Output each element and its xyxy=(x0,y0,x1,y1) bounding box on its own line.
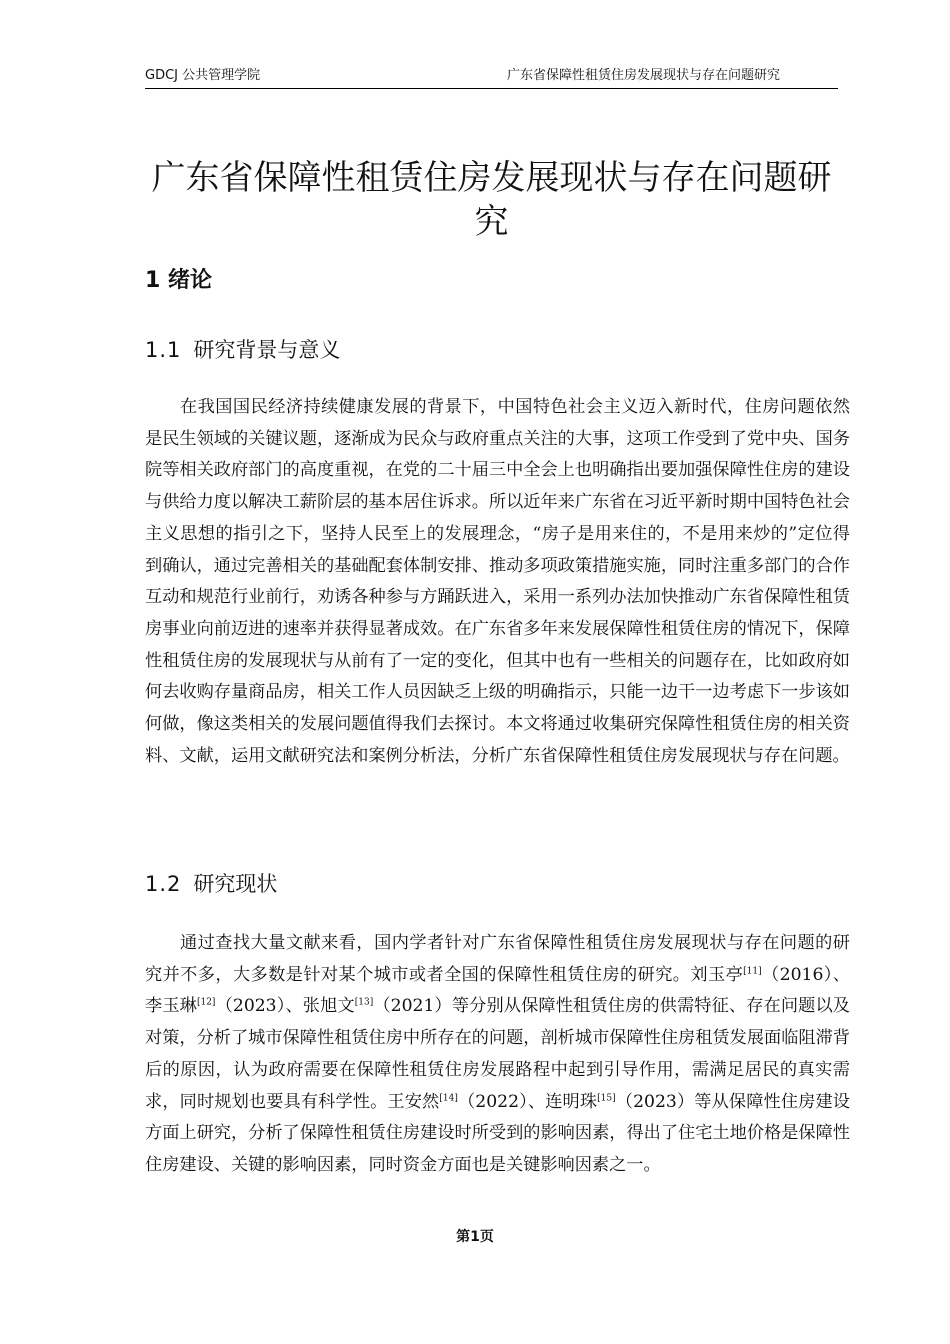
section-heading-1 xyxy=(145,266,212,296)
citation-ref: [12] xyxy=(196,997,216,1008)
subsection-title: 研究现状 xyxy=(193,872,278,896)
paragraph-text: （2016）、李玉琳 xyxy=(145,964,850,1017)
header-running-title: 广东省保障性租赁住房发展现状与存在问题研究 xyxy=(506,68,780,83)
page-number: 第1页 xyxy=(456,1229,494,1245)
paragraph-text: （2022）、连明珠 xyxy=(457,1091,598,1112)
citation-ref: [13] xyxy=(354,997,374,1008)
section-number: 1 xyxy=(145,268,161,293)
subsection-title: 研究背景与意义 xyxy=(193,338,341,362)
citation-ref: [14] xyxy=(439,1092,458,1103)
page-header xyxy=(145,68,838,89)
paragraph-background: 在我国国民经济持续健康发展的背景下，中国特色社会主义迈入新时代，住房问题依然是民生领域的关键议题，逐渐成为民众与政府重点关注的大事，这项工作受到了党中央、国务院等相关政府部门的高度重视，在党的二十届三中全会上也明确指出要加强保障性住房的建设与供给力度以解决工薪阶层的基本居住诉求。所以近年来广东省在习近平新时期中国特色社会主义思想的指引之下，坚持人民至上的发展理念，“房子是用来住的，不是用来炒的”定位得到确认，通过完善相关的基础配套体制安排、推动多项政策措施实施，同时注重多部门的合作互动和规范行业前行，劝诱各种参与方踊跃进入，采用一系列办法加快推动广东省保障性租赁房事业向前迈进的速率并获得显著成效。在广东省多年来发展保障性租赁住房的情况下，保障性租赁住房的发展现状与从前有了一定的变化，但其中也有一些相关的问题存在，比如政府如何去收购存量商品房，相关工作人员因缺乏上级的明确指示，只能一边干一边考虑下一步该如何做，像这类相关的发展问题值得我们去探讨。本文将通过收集研究保障性租赁住房的相关资料、文献，运用文献研究法和案例分析法，分析广东省保障性租赁住房发展现状与存在问题。 xyxy=(145,397,850,766)
section-title: 绪论 xyxy=(167,268,212,293)
paragraph-research-status xyxy=(145,928,850,1182)
paragraph-text: （2023）等从保障性住房建设方面上研究，分析了保障性租赁住房建设时所受到的影响因素，得出了住宅土地价格是保障性住房建设、关键的影响因素，同时资金方面也是关键影响因素之一。 xyxy=(145,1091,850,1175)
paragraph-text: （2021）等分别从保障性租赁住房的供需特征、存在问题以及对策，分析了城市保障性租赁住房中所存在的问题，剖析城市保障性住房租赁发展面临阻滞背后的原因，认为政府需要在保障性租赁住房发展路程中起到引导作用，需满足居民的真实需求，同时规划也要具有科学性。王安然 xyxy=(145,996,850,1112)
citation-ref: [15] xyxy=(597,1092,616,1103)
subsection-number: 1.2 xyxy=(145,872,182,896)
subsection-number: 1.1 xyxy=(145,338,182,362)
subsection-heading-1-2 xyxy=(145,870,277,898)
subsection-heading-1-1 xyxy=(145,336,340,364)
paper-title: 广东省保障性租赁住房发展现状与存在问题研究 xyxy=(151,158,832,242)
paragraph-text: 通过查找大量文献来看，国内学者针对广东省保障性租赁住房发展现状与存在问题的研究并不多，大多数是针对某个城市或者全国的保障性租赁住房的研究。刘玉亭 xyxy=(145,933,850,985)
header-institution: GDCJ 公共管理学院 xyxy=(145,68,261,83)
paragraph-text: （2023）、张旭文 xyxy=(215,996,355,1017)
citation-ref: [11] xyxy=(743,965,762,976)
